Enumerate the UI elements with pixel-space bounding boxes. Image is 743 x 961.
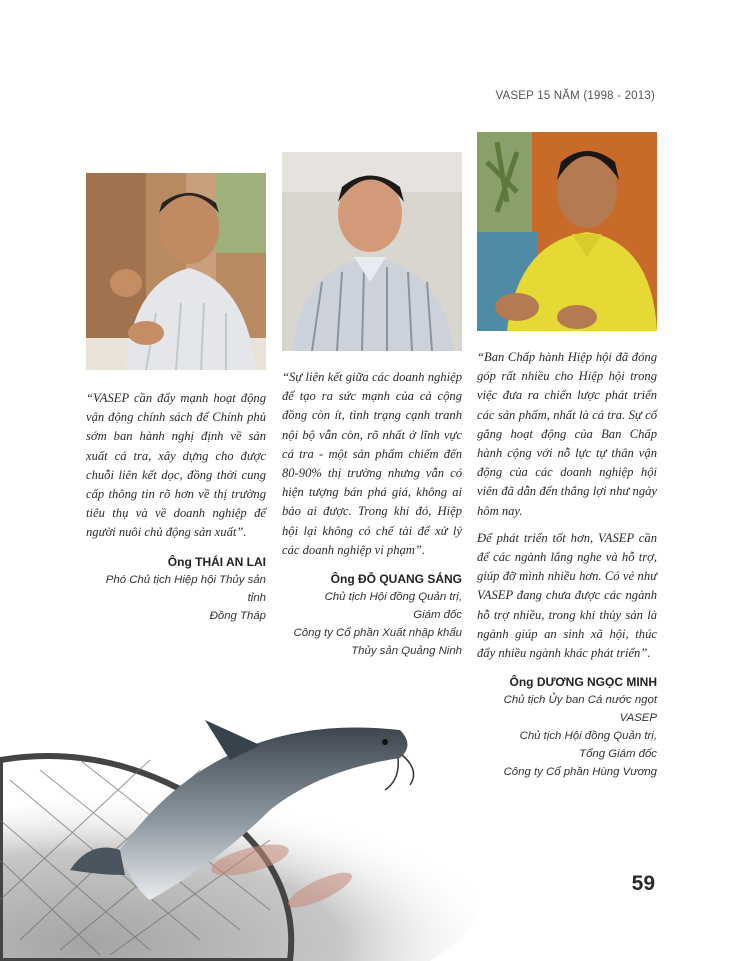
catfish-illustration (0, 700, 520, 961)
speaker-name: Ông THÁI AN LAI (167, 554, 266, 569)
quote-paragraph: “Ban Chấp hành Hiệp hội đã đóng góp rất nhiều cho Hiệp hội trong việc đưa ra chiến lược phát triển các sản phẩm, nhất là cá tra. Sự cố gắng hoạt động của Ban Chấp hành cộng với nỗ lực tự thân vận động của các doanh nghiệp hội viên đã dẫn đến thắng lợi như ngày hôm nay. (477, 350, 657, 518)
running-header: VASEP 15 NĂM (1998 - 2013) (495, 90, 655, 102)
speaker-role: Công ty Cổ phần Xuất nhập khẩu (293, 627, 462, 640)
speaker-role: Chủ tịch Hội đồng Quản trị, (324, 591, 462, 604)
speaker-role: Thủy sản Quảng Ninh (351, 645, 462, 658)
speaker-role: Chủ tịch Hội đồng Quản trị, (519, 730, 657, 743)
page-number: 59 (631, 872, 655, 895)
speaker-name: Ông DƯƠNG NGỌC MINH (509, 675, 657, 690)
speaker-role: Giám đốc (413, 609, 462, 622)
quote-paragraph: “Sự liên kết giữa các doanh nghiệp để tạo ra sức mạnh của cả cộng đồng còn ít, tình trạng cạnh tranh nội bộ vẫn còn, rõ nhất ở lĩnh vực cá tra - một sản phẩm chiếm đến 80-90% thị trường nhưng vẫn có hiện tượng bán phá giá, không ai bảo ai được. Trong khi đó, Hiệp hội lại không có chế tài để xử lý các doanh nghiệp vi phạm”. (282, 370, 462, 557)
photo-thai-an-lai (86, 173, 266, 370)
photo-do-quang-sang (282, 152, 462, 351)
speaker-name: Ông ĐỖ QUANG SÁNG (330, 572, 462, 587)
speaker-role: Chủ tịch Ủy ban Cá nước ngọt VASEP (503, 694, 657, 725)
catfish-net-illustration-icon (0, 700, 520, 961)
speaker-block (86, 553, 266, 625)
speaker-role: Công ty Cổ phần Hùng Vương (503, 766, 657, 779)
speaker-block (282, 570, 462, 660)
quote-paragraph: “VASEP cần đẩy mạnh hoạt động vận động chính sách để Chính phủ sớm ban hành nghị định về sản xuất cá tra, xây dựng cho được chuỗi liên kết dọc, đồng thời cung cấp thông tin rõ hơn về thị trường tiêu thụ và về doanh nghiệp để người nuôi chủ động sản xuất”. (86, 391, 266, 540)
testimonial-do-quang-sang (282, 368, 462, 660)
quote-paragraph: Để phát triển tốt hơn, VASEP cần để các ngành lắng nghe và hỗ trợ, giúp đỡ mình nhiều hơn. Có vẻ như VASEP đang chưa được các ngành hỗ trợ nhiều, trong khi thủy sản là ngành giúp an sinh xã hội, thúc đẩy nhiều ngành khác phát triển”. (477, 530, 657, 661)
person-portrait-icon (477, 132, 657, 331)
speaker-role: Phó Chủ tịch Hiệp hội Thủy sản tỉnh (105, 573, 266, 604)
person-portrait-icon (282, 152, 462, 351)
photo-duong-ngoc-minh (477, 132, 657, 331)
speaker-role: Đồng Tháp (209, 609, 266, 622)
person-portrait-icon (86, 173, 266, 370)
speaker-role: Tổng Giám đốc (579, 748, 657, 761)
testimonial-thai-an-lai (86, 389, 266, 625)
